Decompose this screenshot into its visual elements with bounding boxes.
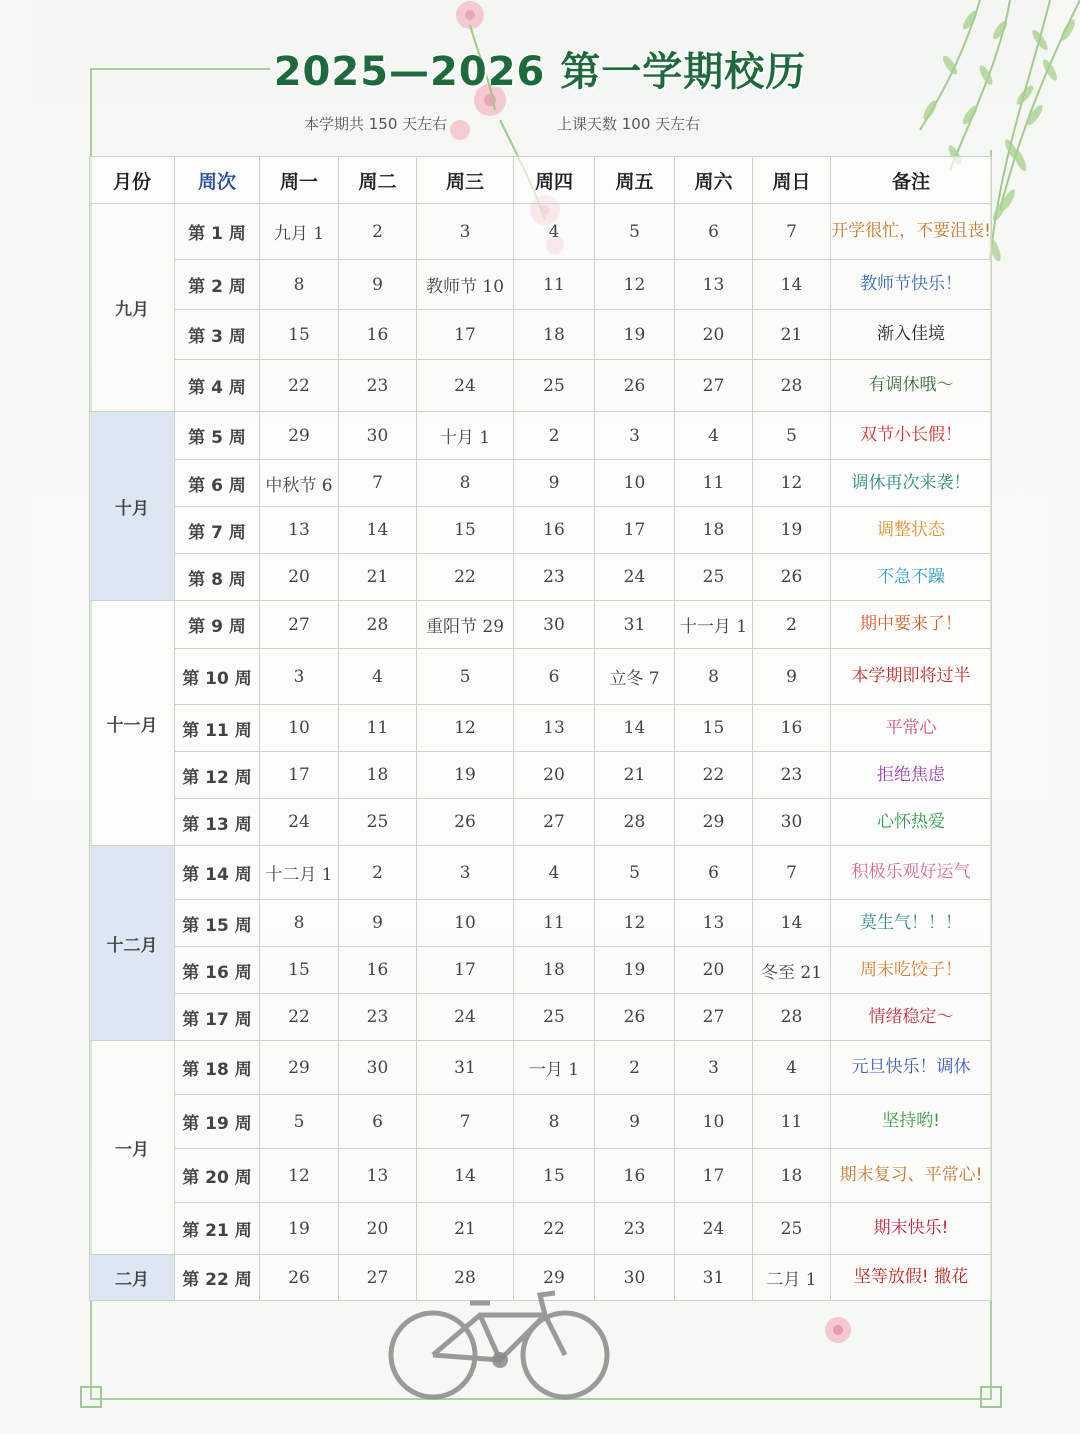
week-number-cell: 第 22 周 (175, 1255, 260, 1301)
bicycle-decoration-icon (385, 1285, 615, 1405)
week-row (90, 260, 992, 310)
day-cell: 25 (514, 994, 595, 1041)
header-row (90, 157, 992, 204)
day-cell: 27 (339, 1255, 417, 1301)
day-cell: 5 (260, 1095, 339, 1149)
day-cell: 8 (260, 260, 339, 310)
day-cell: 26 (417, 799, 514, 846)
note-cell: 期末快乐! (831, 1203, 992, 1255)
month-cell: 二月 (90, 1255, 175, 1301)
day-cell: 25 (753, 1203, 831, 1255)
day-cell: 11 (514, 900, 595, 947)
day-cell: 15 (514, 1149, 595, 1203)
day-cell: 十一月 1 (675, 601, 753, 649)
day-cell: 29 (260, 412, 339, 460)
note-cell: 调休再次来袭！ (831, 460, 992, 507)
day-cell: 13 (675, 900, 753, 947)
day-cell: 23 (753, 752, 831, 799)
day-cell: 19 (595, 310, 675, 360)
day-cell: 冬至 21 (753, 947, 831, 994)
small-flower-decoration-icon (808, 1300, 868, 1360)
month-cell: 十月 (90, 412, 175, 601)
day-cell: 中秋节 6 (260, 460, 339, 507)
day-cell: 22 (514, 1203, 595, 1255)
day-cell: 30 (595, 1255, 675, 1301)
note-cell: 积极乐观好运气 (831, 846, 992, 900)
week-row (90, 846, 992, 900)
day-cell: 十月 1 (417, 412, 514, 460)
week-row (90, 752, 992, 799)
day-cell: 28 (595, 799, 675, 846)
day-cell: 8 (260, 900, 339, 947)
week-row (90, 799, 992, 846)
week-row (90, 360, 992, 412)
day-cell: 4 (514, 204, 595, 260)
day-cell: 24 (675, 1203, 753, 1255)
week-row (90, 1095, 992, 1149)
day-cell: 22 (417, 554, 514, 601)
day-cell: 5 (595, 204, 675, 260)
day-cell: 18 (753, 1149, 831, 1203)
day-cell: 8 (514, 1095, 595, 1149)
week-number-cell: 第 9 周 (175, 601, 260, 649)
month-cell: 十二月 (90, 846, 175, 1041)
day-cell: 13 (675, 260, 753, 310)
day-cell: 4 (675, 412, 753, 460)
day-cell: 18 (339, 752, 417, 799)
note-cell: 调整状态 (831, 507, 992, 554)
day-cell: 30 (339, 1041, 417, 1095)
day-cell: 14 (753, 900, 831, 947)
week-row (90, 507, 992, 554)
header-fri: 周五 (595, 157, 675, 204)
day-cell: 27 (260, 601, 339, 649)
day-cell: 28 (417, 1255, 514, 1301)
header-wed: 周三 (417, 157, 514, 204)
note-cell: 本学期即将过半 (831, 649, 992, 705)
note-cell: 拒绝焦虑 (831, 752, 992, 799)
day-cell: 19 (260, 1203, 339, 1255)
day-cell: 6 (339, 1095, 417, 1149)
day-cell: 10 (595, 460, 675, 507)
week-number-cell: 第 21 周 (175, 1203, 260, 1255)
day-cell: 一月 1 (514, 1041, 595, 1095)
day-cell: 4 (753, 1041, 831, 1095)
header-tue: 周二 (339, 157, 417, 204)
week-number-cell: 第 14 周 (175, 846, 260, 900)
week-row (90, 204, 992, 260)
day-cell: 2 (339, 846, 417, 900)
day-cell: 2 (339, 204, 417, 260)
day-cell: 16 (514, 507, 595, 554)
day-cell: 22 (260, 994, 339, 1041)
day-cell: 2 (514, 412, 595, 460)
day-cell: 14 (753, 260, 831, 310)
day-cell: 24 (595, 554, 675, 601)
note-cell: 不急不躁 (831, 554, 992, 601)
day-cell: 12 (595, 260, 675, 310)
day-cell: 二月 1 (753, 1255, 831, 1301)
day-cell: 12 (595, 900, 675, 947)
note-cell: 平常心 (831, 705, 992, 752)
week-number-cell: 第 3 周 (175, 310, 260, 360)
week-row (90, 601, 992, 649)
day-cell: 29 (260, 1041, 339, 1095)
day-cell: 10 (260, 705, 339, 752)
day-cell: 26 (260, 1255, 339, 1301)
week-row (90, 1041, 992, 1095)
week-number-cell: 第 5 周 (175, 412, 260, 460)
day-cell: 21 (595, 752, 675, 799)
day-cell: 7 (753, 846, 831, 900)
header-sun: 周日 (753, 157, 831, 204)
day-cell: 26 (753, 554, 831, 601)
note-cell: 教师节快乐！ (831, 260, 992, 310)
day-cell: 20 (260, 554, 339, 601)
day-cell: 25 (339, 799, 417, 846)
day-cell: 17 (675, 1149, 753, 1203)
day-cell: 29 (514, 1255, 595, 1301)
note-cell: 坚持哟! (831, 1095, 992, 1149)
day-cell: 14 (595, 705, 675, 752)
day-cell: 19 (595, 947, 675, 994)
day-cell: 7 (753, 204, 831, 260)
day-cell: 21 (339, 554, 417, 601)
day-cell: 23 (339, 994, 417, 1041)
week-number-cell: 第 16 周 (175, 947, 260, 994)
day-cell: 12 (753, 460, 831, 507)
week-number-cell: 第 2 周 (175, 260, 260, 310)
frame-corner-bottom-left (80, 1386, 102, 1408)
day-cell: 27 (675, 994, 753, 1041)
day-cell: 28 (753, 360, 831, 412)
subtitle-total-days: 本学期共 150 天左右 (304, 115, 448, 133)
week-row (90, 705, 992, 752)
day-cell: 17 (417, 947, 514, 994)
note-cell: 坚等放假! 撒花 (831, 1255, 992, 1301)
day-cell: 16 (339, 947, 417, 994)
day-cell: 31 (675, 1255, 753, 1301)
day-cell: 30 (339, 412, 417, 460)
day-cell: 教师节 10 (417, 260, 514, 310)
day-cell: 15 (260, 310, 339, 360)
week-number-cell: 第 1 周 (175, 204, 260, 260)
day-cell: 22 (675, 752, 753, 799)
day-cell: 6 (675, 846, 753, 900)
month-cell: 十一月 (90, 601, 175, 846)
week-number-cell: 第 15 周 (175, 900, 260, 947)
day-cell: 15 (417, 507, 514, 554)
day-cell: 30 (514, 601, 595, 649)
day-cell: 9 (339, 260, 417, 310)
day-cell: 8 (417, 460, 514, 507)
week-number-cell: 第 10 周 (175, 649, 260, 705)
day-cell: 8 (675, 649, 753, 705)
day-cell: 13 (260, 507, 339, 554)
day-cell: 立冬 7 (595, 649, 675, 705)
day-cell: 6 (514, 649, 595, 705)
day-cell: 30 (753, 799, 831, 846)
header-month: 月份 (90, 157, 175, 204)
header-thu: 周四 (514, 157, 595, 204)
day-cell: 11 (339, 705, 417, 752)
week-row (90, 1149, 992, 1203)
week-row (90, 900, 992, 947)
day-cell: 5 (417, 649, 514, 705)
day-cell: 31 (595, 601, 675, 649)
note-cell: 情绪稳定～ (831, 994, 992, 1041)
note-cell: 开学很忙，不要沮丧! (831, 204, 992, 260)
note-cell: 渐入佳境 (831, 310, 992, 360)
day-cell: 24 (260, 799, 339, 846)
day-cell: 21 (417, 1203, 514, 1255)
day-cell: 十二月 1 (260, 846, 339, 900)
day-cell: 7 (417, 1095, 514, 1149)
week-number-cell: 第 6 周 (175, 460, 260, 507)
day-cell: 5 (753, 412, 831, 460)
day-cell: 11 (514, 260, 595, 310)
note-cell: 元旦快乐！调休 (831, 1041, 992, 1095)
day-cell: 7 (339, 460, 417, 507)
day-cell: 3 (417, 204, 514, 260)
day-cell: 12 (260, 1149, 339, 1203)
note-cell: 期末复习、平常心! (831, 1149, 992, 1203)
day-cell: 重阳节 29 (417, 601, 514, 649)
note-cell: 心怀热爱 (831, 799, 992, 846)
week-number-cell: 第 13 周 (175, 799, 260, 846)
day-cell: 25 (675, 554, 753, 601)
day-cell: 3 (595, 412, 675, 460)
day-cell: 13 (514, 705, 595, 752)
day-cell: 18 (675, 507, 753, 554)
week-row (90, 412, 992, 460)
day-cell: 17 (260, 752, 339, 799)
week-row (90, 649, 992, 705)
note-cell: 莫生气！！！ (831, 900, 992, 947)
day-cell: 9 (339, 900, 417, 947)
header-sat: 周六 (675, 157, 753, 204)
header-notes: 备注 (831, 157, 992, 204)
week-row (90, 1203, 992, 1255)
day-cell: 23 (595, 1203, 675, 1255)
day-cell: 27 (675, 360, 753, 412)
day-cell: 9 (753, 649, 831, 705)
day-cell: 18 (514, 310, 595, 360)
week-number-cell: 第 12 周 (175, 752, 260, 799)
day-cell: 14 (417, 1149, 514, 1203)
day-cell: 九月 1 (260, 204, 339, 260)
day-cell: 11 (753, 1095, 831, 1149)
day-cell: 2 (753, 601, 831, 649)
day-cell: 28 (339, 601, 417, 649)
week-number-cell: 第 7 周 (175, 507, 260, 554)
day-cell: 31 (417, 1041, 514, 1095)
week-number-cell: 第 4 周 (175, 360, 260, 412)
note-cell: 双节小长假！ (831, 412, 992, 460)
day-cell: 26 (595, 360, 675, 412)
day-cell: 24 (417, 360, 514, 412)
week-number-cell: 第 8 周 (175, 554, 260, 601)
day-cell: 29 (675, 799, 753, 846)
week-row (90, 310, 992, 360)
day-cell: 9 (595, 1095, 675, 1149)
month-cell: 九月 (90, 204, 175, 412)
day-cell: 28 (753, 994, 831, 1041)
day-cell: 19 (753, 507, 831, 554)
day-cell: 23 (514, 554, 595, 601)
week-row (90, 947, 992, 994)
day-cell: 16 (753, 705, 831, 752)
day-cell: 15 (260, 947, 339, 994)
week-number-cell: 第 17 周 (175, 994, 260, 1041)
page-title: 2025—2026 第一学期校历 (273, 49, 807, 95)
day-cell: 20 (675, 947, 753, 994)
week-number-cell: 第 20 周 (175, 1149, 260, 1203)
day-cell: 27 (514, 799, 595, 846)
header-week: 周次 (175, 157, 260, 204)
week-row (90, 554, 992, 601)
day-cell: 11 (675, 460, 753, 507)
day-cell: 20 (514, 752, 595, 799)
day-cell: 26 (595, 994, 675, 1041)
note-cell: 有调休哦～ (831, 360, 992, 412)
day-cell: 24 (417, 994, 514, 1041)
day-cell: 12 (417, 705, 514, 752)
day-cell: 20 (339, 1203, 417, 1255)
day-cell: 10 (675, 1095, 753, 1149)
day-cell: 20 (675, 310, 753, 360)
day-cell: 23 (339, 360, 417, 412)
month-cell: 一月 (90, 1041, 175, 1255)
day-cell: 22 (260, 360, 339, 412)
week-row (90, 994, 992, 1041)
header-mon: 周一 (260, 157, 339, 204)
day-cell: 15 (675, 705, 753, 752)
week-number-cell: 第 11 周 (175, 705, 260, 752)
note-cell: 期中要来了！ (831, 601, 992, 649)
day-cell: 17 (417, 310, 514, 360)
note-cell: 周末吃饺子！ (831, 947, 992, 994)
day-cell: 3 (260, 649, 339, 705)
day-cell: 2 (595, 1041, 675, 1095)
day-cell: 14 (339, 507, 417, 554)
day-cell: 17 (595, 507, 675, 554)
day-cell: 18 (514, 947, 595, 994)
day-cell: 3 (675, 1041, 753, 1095)
day-cell: 13 (339, 1149, 417, 1203)
day-cell: 21 (753, 310, 831, 360)
day-cell: 5 (595, 846, 675, 900)
frame-corner-bottom-right (980, 1386, 1002, 1408)
week-number-cell: 第 19 周 (175, 1095, 260, 1149)
day-cell: 25 (514, 360, 595, 412)
week-row (90, 460, 992, 507)
subtitle-class-days: 上课天数 100 天左右 (557, 115, 701, 133)
day-cell: 16 (595, 1149, 675, 1203)
day-cell: 9 (514, 460, 595, 507)
calendar-table (89, 156, 992, 1301)
day-cell: 3 (417, 846, 514, 900)
day-cell: 4 (339, 649, 417, 705)
day-cell: 16 (339, 310, 417, 360)
day-cell: 19 (417, 752, 514, 799)
day-cell: 10 (417, 900, 514, 947)
day-cell: 4 (514, 846, 595, 900)
week-number-cell: 第 18 周 (175, 1041, 260, 1095)
day-cell: 6 (675, 204, 753, 260)
